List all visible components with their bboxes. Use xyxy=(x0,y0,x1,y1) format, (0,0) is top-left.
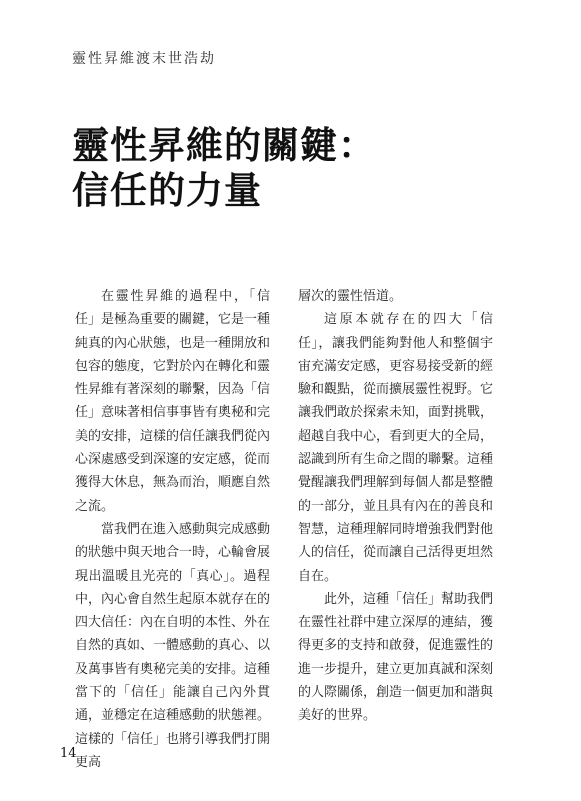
paragraph: 在靈性昇維的過程中，「信任」是極為重要的關鍵，它是一種純真的內心狀態，也是一種開放和包容的態度，它對於內在轉化和靈性昇維有著深刻的聯繫，因為「信任」意味著相信事事皆有奧秘和完美的安排，這樣的信任讓我們從內心深處感受到深邃的安定感，從而獲得大休息，無為而治，順應自然之流。 xyxy=(75,289,271,514)
paragraph: 當我們在進入感動與完成感動的狀態中與天地合一時，心輪會展現出溫暖且光亮的「真心」。過程中，內心會自然生起原本就存在的四大信任：內在自明的本性、外在自然的真如、一體感動的真心、以及萬事皆有奧秘完美的安排。這種當下的「信任」能讓自己內外貫通，並穩定在這種感動的狀態裡。這樣的「信任」也將引導我們打開更高 xyxy=(75,521,271,770)
chapter-title-line-2: 信任的力量 xyxy=(72,168,262,212)
chapter-title xyxy=(72,123,376,213)
chapter-title-line-1: 靈性昇維的關鍵： xyxy=(72,123,376,167)
right-column xyxy=(298,285,493,728)
paragraph-continuation: 層次的靈性悟道。 xyxy=(298,289,403,304)
paragraph: 這原本就存在的四大「信任」，讓我們能夠對他人和整個宇宙充滿安定感，更容易接受新的經驗和觀點，從而擴展靈性視野。它讓我們敢於探索未知，面對挑戰，超越自我中心，看到更大的全局，認識到所有生命之間的聯繫。這種覺醒讓我們理解到每個人都是整體的一部分，並且具有內在的善良和智慧，這種理解同時增強我們對他人的信任，從而讓自己活得更坦然自在。 xyxy=(298,312,494,584)
page-number: 14 xyxy=(60,746,77,761)
paragraph: 此外，這種「信任」幫助我們在靈性社群中建立深厚的連結，獲得更多的支持和啟發，促進靈性的進一步提升，建立更加真誠和深刻的人際關係，創造一個更加和諧與美好的世界。 xyxy=(298,591,494,724)
left-column xyxy=(75,285,270,774)
running-head: 靈性昇維渡末世浩劫 xyxy=(72,51,216,67)
